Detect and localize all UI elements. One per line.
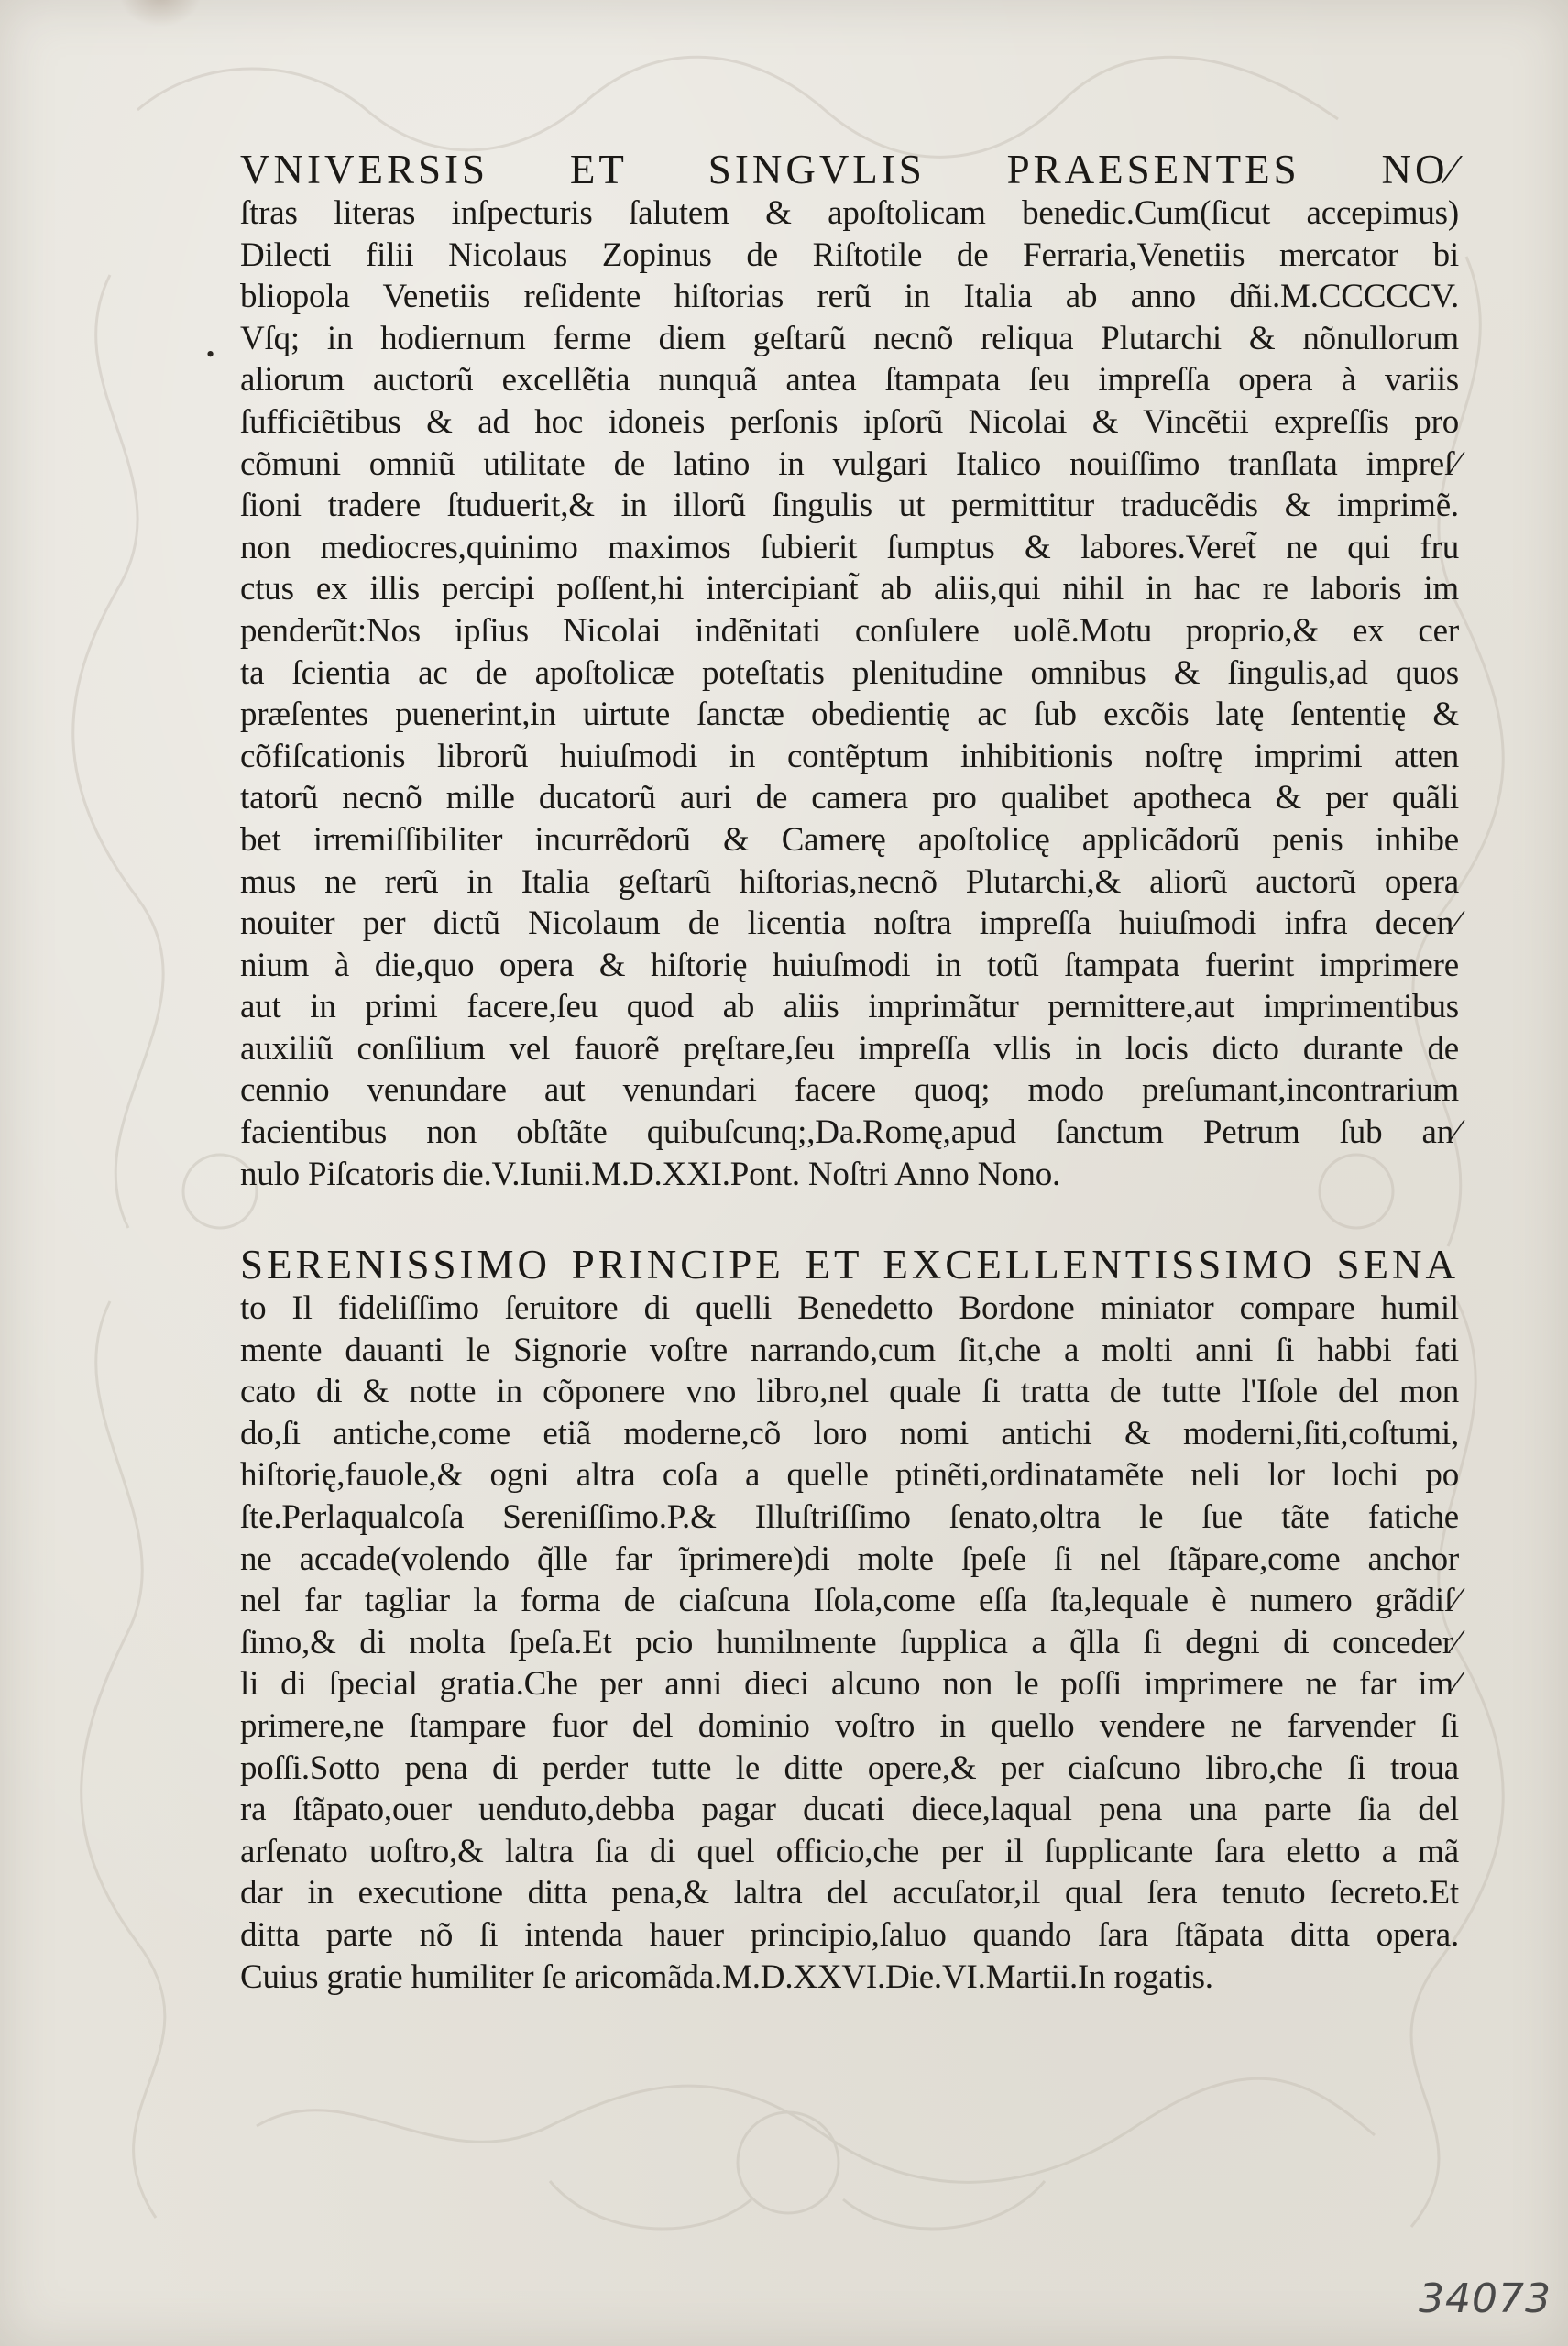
text-line: arſenato uoſtro,& laltra ſia di quel officio,che per il ſupplicante ſara eletto a mã [240,1832,1459,1870]
papal-privilege [240,147,1459,1195]
text-line: hiſtorię,fauole,& ogni altra coſa a quelle ptinẽti,ordinatamẽte neli lor lochi po [240,1456,1459,1495]
text-line: Vſq; in hodiernum ferme diem geſtarũ necnõ reliqua Plutarchi & nõnullorum [240,319,1459,357]
venetian-privilege [240,1242,1459,1998]
text-line: to Il fideliſſimo ſeruitore di quelli Benedetto Bordone miniator compare humil [240,1289,1459,1327]
text-line: non mediocres,quinimo maximos ſubierit ſumptus & labores.Veret̃ ne qui fru [240,528,1459,566]
text-line: nulo Piſcatoris die.V.Iunii.M.D.XXI.Pont. Noſtri Anno Nono. [240,1155,1061,1193]
text-line: aut in primi facere,ſeu quod ab aliis imprimãtur permittere,aut imprimentibus [240,988,1459,1026]
text-line: ſte.Perlaqualcoſa Sereniſſimo.P.& Illuſtriſſimo ſenato,oltra le ſue tãte fatiche [240,1497,1459,1536]
catalog-number: 34073 [1419,2275,1552,2322]
text-line: primere,ne ſtampare fuor del dominio voſtro in quello vendere ne farvender ſi [240,1706,1459,1745]
text-line: penderũt:Nos ipſius Nicolai indẽnitati conſulere uolẽ.Motu proprio,& ex cer [240,611,1459,650]
text-line: cato di & notte in cõponere vno libro,nel quale ſi tratta de tutte l'Iſole del mon [240,1373,1459,1411]
text-line: SERENISSIMO PRINCIPE ET EXCELLENTISSIMO SENA [240,1242,1459,1288]
text-line: nel far tagliar la forma de ciaſcuna Iſola,come eſſa ſta,lequale è numero grãdiſ⁄ [240,1582,1459,1620]
text-line: bet irremiſſibiliter incurrẽdorũ & Camerę apoſtolicę applicãdorũ penis inhibe [240,820,1459,859]
text-line: bliopola Venetiis reſidente hiſtorias rerũ in Italia ab anno dñi.M.CCCCCV. [240,278,1459,316]
text-line: Cuius gratie humiliter ſe aricomãda.M.D.XXVI.Die.VI.Martii.In rogatis. [240,1957,1213,1996]
text-line: ra ſtãpato,ouer uenduto,debba pagar ducati diece,laqual pena una parte ſia del [240,1791,1459,1829]
text-line: nouiter per dictũ Nicolaum de licentia noſtra impreſſa huiuſmodi infra decen⁄ [240,904,1459,943]
text-line: dar in executione ditta pena,& laltra del accuſator,il qual ſera tenuto ſecreto.Et [240,1874,1459,1913]
text-line: ſufficiẽtibus & ad hoc idoneis perſonis ipſorũ Nicolai & Vincẽtii expreſſis pro [240,402,1459,441]
text-line: li di ſpecial gratia.Che per anni dieci alcuno non le poſſi imprimere ne far im⁄ [240,1665,1459,1704]
page-stain [119,0,202,27]
text-line: poſſi.Sotto pena di perder tutte le ditte opere,& per ciaſcuno libro,che ſi troua [240,1749,1459,1787]
text-line: ctus ex illis percipi poſſent,hi intercipiant̃ ab aliis,qui nihil in hac re laboris im [240,570,1459,608]
text-line: præſentes puenerint,in uirtute ſanctæ obedientię ac ſub excõis latę ſententię & [240,696,1459,734]
text-line: Dilecti filii Nicolaus Zopinus de Riſtotile de Ferraria,Venetiis mercator bi [240,236,1459,274]
text-line: aliorum auctorũ excellẽtia nunquã antea ſtampata ſeu impreſſa opera à variis [240,361,1459,400]
text-line: ſimo,& di molta ſpeſa.Et pcio humilmente ſupplica a q̃lla ſi degni di conceder⁄ [240,1623,1459,1661]
text-line: ne accade(volendo q̃lle far ĩprimere)di molte ſpeſe ſi nel ſtãpare,come anchor [240,1540,1459,1578]
text-line: mente dauanti le Signorie voſtre narrando,cum ſit,che a molti anni ſi habbi fati [240,1331,1459,1369]
text-line: VNIVERSIS ET SINGVLIS PRAESENTES NO⁄ [240,147,1459,192]
margin-mark: • [206,341,215,367]
text-line: cõfiſcationis librorũ huiuſmodi in contẽptum inhibitionis noſtrę imprimi atten [240,737,1459,775]
text-line: ditta parte nõ ſi intenda hauer principio,ſaluo quando ſara ſtãpata ditta opera. [240,1915,1459,1954]
text-line: cõmuni omniũ utilitate de latino in vulgari Italico nouiſſimo tranſlata impreſ⁄ [240,444,1459,483]
text-line: facientibus non obſtãte quibuſcunq;,Da.Romę,apud ſanctum Petrum ſub an⁄ [240,1113,1459,1152]
text-line: cennio venundare aut venundari facere quoq; modo preſumant,incontrarium [240,1071,1459,1110]
text-line: ta ſcientia ac de apoſtolicæ poteſtatis plenitudine omnibus & ſingulis,ad quos [240,653,1459,692]
text-line: ſtras literas inſpecturis ſalutem & apoſtolicam benedic.Cum(ſicut accepimus) [240,194,1459,232]
text-line: nium à die,quo opera & hiſtorię huiuſmodi in totũ ſtampata fuerint imprimere [240,946,1459,984]
text-line: tatorũ necnõ mille ducatorũ auri de camera pro qualibet apotheca & per quãli [240,779,1459,817]
text-line: auxiliũ conſilium vel fauorẽ pręſtare,ſeu impreſſa vllis in locis dicto durante de [240,1029,1459,1068]
text-line: ſioni tradere ſtuduerit,& in illorũ ſingulis ut permittitur traducẽdis & imprimẽ. [240,487,1459,525]
text-line: do,ſi antiche,come etiã moderne,cõ loro nomi antichi & moderni,ſiti,coſtumi, [240,1414,1459,1453]
text-line: mus ne rerũ in Italia geſtarũ hiſtorias,necnõ Plutarchi,& aliorũ auctorũ opera [240,862,1459,901]
